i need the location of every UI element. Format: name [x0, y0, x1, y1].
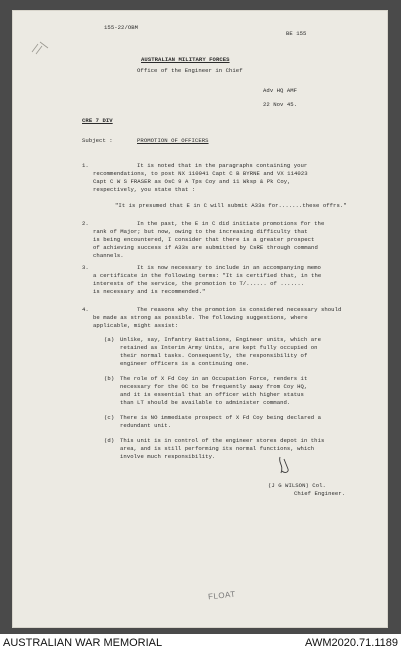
suggestion-a-line-2: retained as Interim Army Units, are kept fully occupied on — [120, 344, 318, 351]
suggestion-c-line-2: redundant unit. — [120, 422, 172, 429]
paragraph-3-line-1: It is now necessary to include in an accompanying memo — [137, 264, 321, 271]
suggestion-b-line-1: The role of X Fd Coy in an Occupation Force, renders it — [120, 375, 308, 382]
paragraph-number: 4. — [82, 306, 89, 313]
paragraph-3-line-4: is necessary and is recommended." — [93, 288, 206, 295]
paragraph-1-line-2: recommendations, to post NX 110041 Capt C B BYRNE and VX 114023 — [93, 170, 308, 177]
paragraph-number: 1. — [82, 162, 89, 169]
suggestion-d-line-2: area, and is still performing its normal functions, which — [120, 445, 315, 452]
suggestion-c-line-1: There is NO immediate prospect of X Fd Coy being declared a — [120, 414, 322, 421]
footer-accession-number: AWM2020.71.1189 — [305, 637, 398, 649]
file-reference: 155-22/OBM — [104, 24, 139, 31]
paragraph-2-line-2: rank of Major; but now, owing to the increasing difficulty that — [93, 228, 308, 235]
paragraph-4-line-3: applicable, might assist: — [93, 322, 179, 329]
suggestion-b-line-4: than LT should be available to administer command. — [120, 399, 291, 406]
pencil-mark-icon — [28, 36, 54, 58]
footer-institution: AUSTRALIAN WAR MEMORIAL — [3, 637, 163, 649]
suggestion-label: (c) — [104, 414, 115, 421]
addressee: CRE 7 DIV — [82, 117, 113, 124]
paragraph-1-line-1: It is noted that in the paragraphs containing your — [137, 162, 308, 169]
paragraph-3-line-3: interests of the service, the promotion to T/...... of ....... — [93, 280, 305, 287]
paragraph-2-line-1: In the past, the E in C did initiate promotions for the — [137, 220, 325, 227]
paragraph-4-line-2: be made as strong as possible. The following suggestions, where — [93, 314, 308, 321]
handwritten-note: FLOAT — [207, 589, 237, 602]
paragraph-4-line-1: The reasons why the promotion is considered necessary should — [137, 306, 342, 313]
paragraph-1-line-3: Capt C W S FRASER as OsC 9 A Tps Coy and 11 Wksp & Pk Coy, — [93, 178, 291, 185]
headquarters-line: Adv HQ AMF — [263, 87, 298, 94]
paragraph-2-line-5: channels. — [93, 252, 124, 259]
suggestion-a-line-4: engineer officers is a continuing one. — [120, 360, 250, 367]
code-reference: BE 155 — [286, 30, 307, 37]
paragraph-number: 3. — [82, 264, 89, 271]
paragraph-number: 2. — [82, 220, 89, 227]
signatory-title: Chief Engineer. — [294, 490, 346, 497]
subject-text: PROMOTION OF OFFICERS — [137, 137, 209, 144]
paragraph-1-quote: "It is presumed that E in C will submit A33s for.......these offrs." — [115, 202, 347, 209]
suggestion-label: (a) — [104, 336, 115, 343]
organization-title: AUSTRALIAN MILITARY FORCES — [141, 56, 230, 63]
archive-footer — [0, 634, 401, 653]
suggestion-b-line-3: and it is essential that an officer with higher status — [120, 391, 304, 398]
office-title: Office of the Engineer in Chief — [137, 67, 243, 74]
suggestion-d-line-3: involve much responsibility. — [120, 453, 216, 460]
suggestion-b-line-2: necessary for the OC to be frequently away from Coy HQ, — [120, 383, 308, 390]
subject-label: Subject : — [82, 137, 113, 144]
date-line: 22 Nov 45. — [263, 101, 298, 108]
paragraph-1-line-4: respectively, you state that : — [93, 186, 196, 193]
suggestion-label: (d) — [104, 437, 115, 444]
paragraph-2-line-3: is being encountered, I consider that there is a greater prospect — [93, 236, 315, 243]
signatory-name: (J G WILSON) Col. — [268, 482, 326, 489]
signature-icon — [272, 455, 298, 477]
suggestion-label: (b) — [104, 375, 115, 382]
paragraph-2-line-4: of achieving success if A33s are submitted by CsRE through command — [93, 244, 318, 251]
suggestion-d-line-1: This unit is in control of the engineer stores depot in this — [120, 437, 325, 444]
paragraph-3-line-2: a certificate in the following terms: "It is certified that, in the — [93, 272, 322, 279]
suggestion-a-line-1: Unlike, say, Infantry Battalions, Engineer units, which are — [120, 336, 322, 343]
suggestion-a-line-3: their normal tasks. Consequently, the responsibility of — [120, 352, 308, 359]
